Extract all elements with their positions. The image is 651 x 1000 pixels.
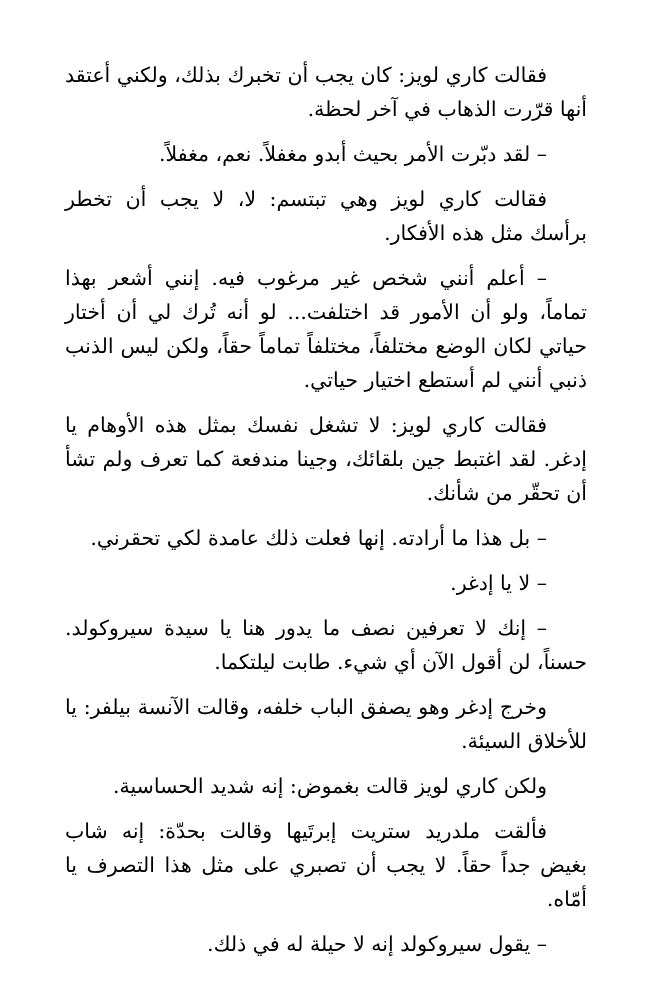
paragraph: – لقد دبّرت الأمر بحيث أبدو مغفلاً. نعم، مغفلاً. [158,142,547,166]
paragraph: فألقت ملدريد ستريت إبرتَيها وقالت بحدّة: إنه شاب بغيض جداً حقاً. لا يجب أن تصبري على مثل هذا التصرف يا أمّاه. [65,819,587,911]
book-page [65,58,587,961]
paragraph: فقالت كاري لويز: لا تشغل نفسك بمثل هذه الأوهام يا إدغر. لقد اغتبط جين بلقائك، وجينا مندفعة كما تعرف ولم تشأ أن تحقّر من شأنك. [65,413,587,505]
paragraph: – أعلم أنني شخص غير مرغوب فيه. إنني أشعر بهذا تماماً، ولو أن الأمور قد اختلفت... لو أنه تُرك لي أن أختار حياتي لكان الوضع مختلفاً، مختلفاً تماماً حقاً، ولكن ليس الذنب ذنبي أنني لم أستطع اختيار حياتي. [65,266,587,392]
paragraph: ولكن كاري لويز قالت بغموض: إنه شديد الحساسية. [112,774,547,798]
paragraph: – لا يا إدغر. [450,571,547,595]
paragraph: – بل هذا ما أرادته. إنها فعلت ذلك عامدة لكي تحقرني. [90,526,547,550]
paragraph: – يقول سيروكولد إنه لا حيلة له في ذلك. [207,932,547,956]
paragraph: فقالت كاري لويز وهي تبتسم: لا، لا يجب أن تخطر برأسك مثل هذه الأفكار. [65,187,587,245]
paragraph: – إنك لا تعرفين نصف ما يدور هنا يا سيدة سيروكولد. حسناً، لن أقول الآن أي شيء. طابت ليلتكما. [65,616,587,674]
paragraph: فقالت كاري لويز: كان يجب أن تخبرك بذلك، ولكني أعتقد أنها قرّرت الذهاب في آخر لحظة. [65,63,587,121]
paragraph: وخرج إدغر وهو يصفق الباب خلفه، وقالت الآنسة بيلفر: يا للأخلاق السيئة. [65,695,587,753]
